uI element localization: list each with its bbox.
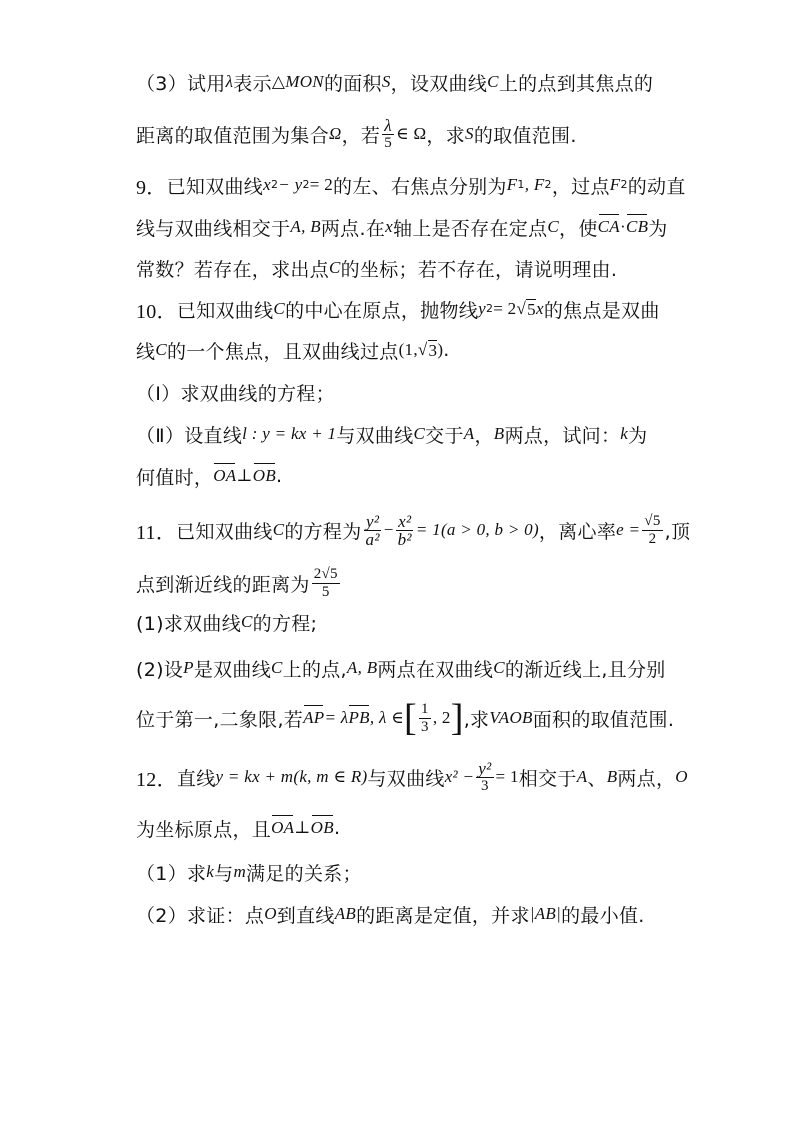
fraction: $\frac{2√5}{5}$ xyxy=(313,565,338,600)
p10-line5: 何值时， OA ⊥ OB . xyxy=(136,465,283,489)
fraction: $\frac{\text{y²}}{3}$ xyxy=(478,758,492,794)
p10-line4: （Ⅱ）设直线 l : y = kx + 1 与双曲线 C 交于 A ， B 两点，试问： k 为 xyxy=(136,424,648,447)
p9-line2: 线与双曲线相交于 A, B 两点.在 x 轴上是否存在定点 C ，使 CA · CB 为 xyxy=(136,217,668,240)
p12-line1: 12． 直线 y = kx + m(k, m ∈ R) 与双曲线 x² − $\frac{\text{y²}}{3}$ = 1 相交于 A 、 B 两点， O xyxy=(136,758,688,794)
p10-line1: 10． 已知双曲线 C 的中心在原点，抛物线 y 2 = 2 √ 5 x 的焦点是双曲 xyxy=(136,299,660,323)
p9-line3: 常数？若存在，求出点 C 的坐标；若不存在，请说明理由. xyxy=(136,258,618,281)
vector-ob: OB xyxy=(252,466,277,485)
vector-oa: OA xyxy=(213,466,237,485)
vector-ob: OB xyxy=(310,818,334,837)
p12-line3: （1）求 k 与 m 满足的关系； xyxy=(136,862,362,885)
vector-cb: CB xyxy=(625,217,649,236)
p8-part3-line2: 距离的取值范围为集合 Ω ，若 $\frac{\lambda}{5}$ ∈ Ω ，求 S 的取值范围. xyxy=(136,115,577,151)
p9-line1: 9． 已知双曲线 x 2 − y 2 = 2 的左、右焦点分别为 F 1 , F 2 ，过点 F 2 的动直 xyxy=(136,175,686,199)
p10-line3: （Ⅰ）求双曲线的方程； xyxy=(136,382,335,405)
fraction: $\frac{\text{x²}}{\text{b²}}$ xyxy=(397,511,412,549)
p11-line1: 11． 已知双曲线 C 的方程为 $\frac{\text{y²}}{\text{a²}}$ − $\frac{\text{x²}}{\text{b²}}$ = 1(a > 0, b > 0) ，离心率 e = $\frac{√5}{2}$ ,顶 xyxy=(136,511,691,549)
fraction: $\frac{\lambda}{5}$ xyxy=(384,115,393,151)
p11-line5: 位于第一,二象限,若 AP = λ PB , λ ∈ [ $\frac{1}{3}$ , 2 ] ,求 VAOB 面积的取值范围. xyxy=(136,697,675,739)
p11-line4: (2)设 P 是双曲线 C 上的点, A, B 两点在双曲线 C 的渐近线上,且分别 xyxy=(136,658,666,681)
p8-part3-line1: （3）试用 λ 表示 △MON 的面积 S ，设双曲线 C 上的点到其焦点的 xyxy=(136,72,654,95)
vector-oa: OA xyxy=(271,818,295,837)
vector-ca: CA xyxy=(597,217,620,236)
fraction: $\frac{\text{y²}}{\text{a²}}$ xyxy=(365,511,380,549)
p12-line2: 为坐标原点，且 OA ⊥ OB . xyxy=(136,817,341,841)
p12-line4: （2）求证：点 O 到直线 AB 的距离是定值，并求 |AB| 的最小值. xyxy=(136,904,645,927)
vector-ap: AP xyxy=(303,708,325,727)
p11-line3: (1)求双曲线 C 的方程; xyxy=(136,612,318,635)
p10-line2: 线 C 的一个焦点，且双曲线过点 (1, √ 3 ) . xyxy=(136,339,450,363)
vector-pb: PB xyxy=(348,708,370,727)
p11-line2: 点到渐近线的距离为 $\frac{2√5}{5}$ xyxy=(136,565,338,600)
fraction: $\frac{√5}{2}$ xyxy=(644,512,661,547)
fraction: $\frac{1}{3}$ xyxy=(421,700,429,735)
